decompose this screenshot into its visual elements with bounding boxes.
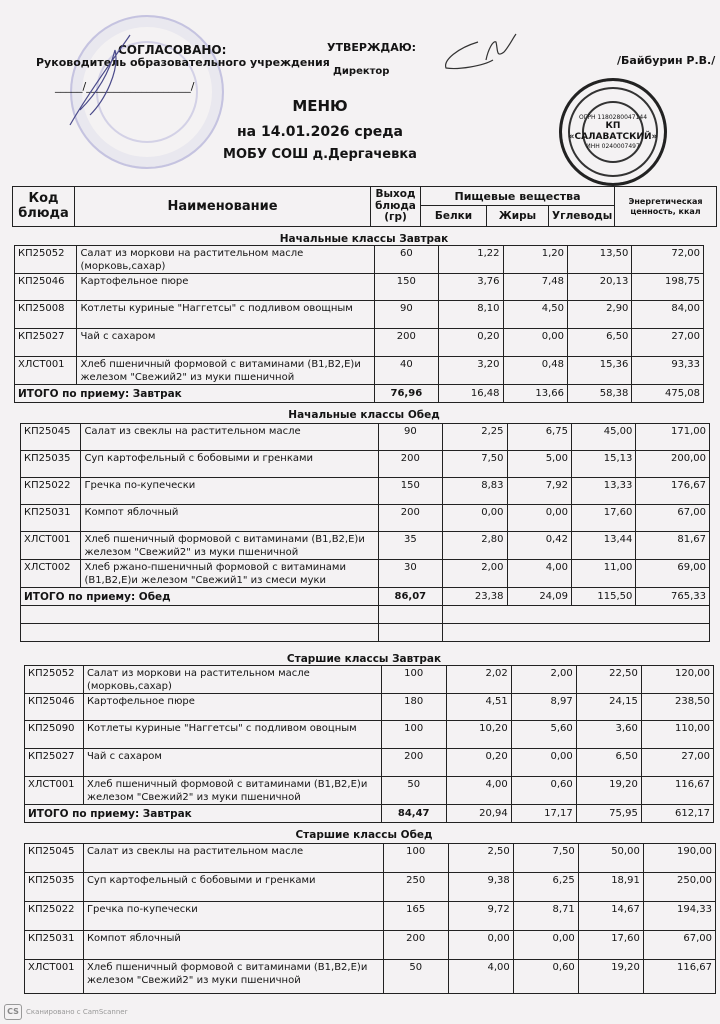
dish-protein: 3,76 <box>439 274 503 301</box>
dish-energy: 190,00 <box>643 844 715 873</box>
empty-row <box>21 606 710 624</box>
dish-carbs: 13,44 <box>571 532 635 560</box>
dish-name: Салат из свеклы на растительном масле <box>83 844 383 873</box>
section-table <box>14 245 704 403</box>
dish-protein: 2,02 <box>446 666 511 694</box>
dish-code: ХЛСТ002 <box>21 560 81 588</box>
dish-energy: 120,00 <box>641 666 713 694</box>
dish-yield: 180 <box>381 694 446 721</box>
stamp-inn: ИНН 0240007497 <box>586 142 640 150</box>
dish-code: КП25031 <box>25 931 84 960</box>
dish-carbs: 11,00 <box>571 560 635 588</box>
scanner-text: Сканировано с CamScanner <box>26 1008 128 1016</box>
dish-name: Гречка по-купечески <box>81 478 378 505</box>
dish-fat: 0,00 <box>507 505 571 532</box>
dish-protein: 0,00 <box>448 931 513 960</box>
table-row <box>15 329 704 357</box>
total-energy: 765,33 <box>636 588 710 606</box>
dish-fat: 7,50 <box>513 844 578 873</box>
dish-energy: 238,50 <box>641 694 713 721</box>
total-yield: 76,96 <box>374 385 438 403</box>
dish-fat: 5,00 <box>507 451 571 478</box>
dish-name: Салат из свеклы на растительном масле <box>81 424 378 451</box>
table-row <box>21 532 710 560</box>
company-stamp <box>559 78 667 186</box>
total-row <box>25 805 714 823</box>
dish-name: Хлеб пшеничный формовой с витаминами (В1,В2,Е)и железом "Свежий2" из муки пшеничной <box>81 532 378 560</box>
table-row <box>25 873 716 902</box>
dish-yield: 165 <box>383 902 448 931</box>
dish-energy: 27,00 <box>641 749 713 777</box>
agreed-signature <box>50 30 140 130</box>
dish-name: Компот яблочный <box>83 931 383 960</box>
dish-yield: 200 <box>383 931 448 960</box>
dish-carbs: 20,13 <box>567 274 631 301</box>
col-code: Код блюда <box>13 187 75 227</box>
dish-protein: 8,10 <box>439 301 503 329</box>
total-row <box>15 385 704 403</box>
dish-energy: 69,00 <box>636 560 710 588</box>
dish-yield: 200 <box>378 505 442 532</box>
dish-carbs: 15,13 <box>571 451 635 478</box>
dish-code: КП25045 <box>21 424 81 451</box>
dish-energy: 198,75 <box>632 274 704 301</box>
director-name: /Байбурин Р.В./ <box>617 54 716 67</box>
dish-energy: 116,67 <box>641 777 713 805</box>
total-carbs: 75,95 <box>576 805 641 823</box>
empty-cell <box>378 606 442 624</box>
table-row <box>15 357 704 385</box>
dish-protein: 2,25 <box>443 424 507 451</box>
dish-carbs: 6,50 <box>567 329 631 357</box>
dish-fat: 6,75 <box>507 424 571 451</box>
dish-protein: 10,20 <box>446 721 511 749</box>
table-row <box>21 478 710 505</box>
dish-code: КП25008 <box>15 301 77 329</box>
dish-fat: 1,20 <box>503 246 567 274</box>
table-row <box>25 902 716 931</box>
dish-fat: 0,00 <box>503 329 567 357</box>
dish-fat: 0,48 <box>503 357 567 385</box>
dish-name: Хлеб пшеничный формовой с витаминами (В1,В2,Е)и железом "Свежий2" из муки пшеничной <box>83 777 381 805</box>
dish-fat: 2,00 <box>511 666 576 694</box>
stamp-company: «САЛАВАТСКИЙ» <box>568 132 658 142</box>
section-table <box>20 423 710 642</box>
section-title: Начальные классы Завтрак <box>279 233 449 245</box>
dish-carbs: 17,60 <box>578 931 643 960</box>
dish-yield: 150 <box>378 478 442 505</box>
dish-yield: 150 <box>374 274 438 301</box>
menu-title: МЕНЮ <box>292 97 348 115</box>
total-fat: 17,17 <box>511 805 576 823</box>
dish-code: КП25052 <box>15 246 77 274</box>
dish-energy: 116,67 <box>643 960 715 994</box>
table-row <box>25 960 716 994</box>
dish-code: ХЛСТ001 <box>21 532 81 560</box>
section-title: Старшие классы Обед <box>295 829 433 841</box>
dish-carbs: 50,00 <box>578 844 643 873</box>
dish-carbs: 18,91 <box>578 873 643 902</box>
menu-table-header <box>12 186 717 227</box>
approve-label: УТВЕРЖДАЮ: <box>327 41 417 54</box>
total-yield: 84,47 <box>381 805 446 823</box>
section-title: Начальные классы Обед <box>288 409 440 421</box>
dish-name: Котлеты куриные "Наггетсы" с подливом овоцным <box>83 721 381 749</box>
dish-energy: 176,67 <box>636 478 710 505</box>
dish-fat: 8,97 <box>511 694 576 721</box>
dish-protein: 0,20 <box>439 329 503 357</box>
dish-yield: 50 <box>381 777 446 805</box>
col-nutrients: Пищевые вещества <box>421 187 615 206</box>
table-row <box>25 844 716 873</box>
dish-name: Суп картофельный с бобовыми и гренками <box>81 451 378 478</box>
dish-code: КП25022 <box>25 902 84 931</box>
dish-yield: 200 <box>374 329 438 357</box>
dish-yield: 250 <box>383 873 448 902</box>
dish-code: КП25035 <box>25 873 84 902</box>
dish-name: Компот яблочный <box>81 505 378 532</box>
dish-name: Хлеб ржано-пшеничный формовой с витаминами (В1,В2,Е)и железом "Свежий1" из смеси муки <box>81 560 378 588</box>
col-energy: Энергетическая ценность, ккал <box>615 187 717 227</box>
table-row <box>21 560 710 588</box>
dish-protein: 2,00 <box>443 560 507 588</box>
dish-energy: 93,33 <box>632 357 704 385</box>
dish-code: ХЛСТ001 <box>25 777 84 805</box>
dish-yield: 90 <box>378 424 442 451</box>
dish-code: ХЛСТ001 <box>25 960 84 994</box>
total-label: ИТОГО по приему: Обед <box>21 588 379 606</box>
dish-name: Хлеб пшеничный формовой с витаминами (В1,В2,Е)и железом "Свежий2" из муки пшеничной <box>83 960 383 994</box>
dish-protein: 1,22 <box>439 246 503 274</box>
dish-carbs: 3,60 <box>576 721 641 749</box>
dish-name: Салат из моркови на растительном масле (морковь,сахар) <box>83 666 381 694</box>
dish-yield: 60 <box>374 246 438 274</box>
dish-energy: 250,00 <box>643 873 715 902</box>
dish-fat: 0,00 <box>513 931 578 960</box>
dish-fat: 0,60 <box>511 777 576 805</box>
dish-energy: 84,00 <box>632 301 704 329</box>
total-yield: 86,07 <box>378 588 442 606</box>
approve-role: Директор <box>333 66 390 77</box>
table-row <box>25 694 714 721</box>
col-yield: Выход блюда (гр) <box>371 187 421 227</box>
dish-carbs: 14,67 <box>578 902 643 931</box>
dish-protein: 2,50 <box>448 844 513 873</box>
dish-carbs: 24,15 <box>576 694 641 721</box>
total-protein: 23,38 <box>443 588 507 606</box>
dish-yield: 40 <box>374 357 438 385</box>
dish-code: КП25052 <box>25 666 84 694</box>
total-carbs: 115,50 <box>571 588 635 606</box>
dish-code: КП25035 <box>21 451 81 478</box>
dish-fat: 5,60 <box>511 721 576 749</box>
section-table <box>24 665 714 823</box>
table-row <box>25 777 714 805</box>
table-row <box>15 274 704 301</box>
table-row <box>25 666 714 694</box>
dish-energy: 200,00 <box>636 451 710 478</box>
agreed-label: СОГЛАСОВАНО: <box>118 43 227 57</box>
camscanner-icon: CS <box>4 1004 22 1020</box>
dish-protein: 3,20 <box>439 357 503 385</box>
dish-protein: 2,80 <box>443 532 507 560</box>
total-row <box>21 588 710 606</box>
table-row <box>21 451 710 478</box>
col-protein: Белки <box>421 206 487 227</box>
total-label: ИТОГО по приему: Завтрак <box>15 385 375 403</box>
dish-protein: 0,20 <box>446 749 511 777</box>
agreed-signature-line: _____/___________________/ <box>55 80 195 93</box>
dish-energy: 67,00 <box>636 505 710 532</box>
col-carbs: Углеводы <box>549 206 615 227</box>
dish-fat: 4,50 <box>503 301 567 329</box>
dish-name: Суп картофельный с бобовыми и гренками <box>83 873 383 902</box>
scanner-footer <box>4 1004 127 1020</box>
dish-code: ХЛСТ001 <box>15 357 77 385</box>
empty-cell <box>443 606 710 624</box>
dish-name: Картофельное пюре <box>77 274 374 301</box>
dish-energy: 27,00 <box>632 329 704 357</box>
dish-protein: 9,72 <box>448 902 513 931</box>
dish-carbs: 13,50 <box>567 246 631 274</box>
section-table <box>24 843 716 994</box>
dish-carbs: 13,33 <box>571 478 635 505</box>
dish-yield: 100 <box>381 666 446 694</box>
dish-code: КП25045 <box>25 844 84 873</box>
dish-protein: 4,00 <box>448 960 513 994</box>
agreed-role: Руководитель образовательного учреждения <box>36 56 330 69</box>
dish-yield: 30 <box>378 560 442 588</box>
dish-name: Гречка по-купечески <box>83 902 383 931</box>
dish-carbs: 19,20 <box>578 960 643 994</box>
empty-cell <box>378 624 442 642</box>
col-name: Наименование <box>75 187 371 227</box>
dish-fat: 7,92 <box>507 478 571 505</box>
dish-carbs: 6,50 <box>576 749 641 777</box>
dish-yield: 200 <box>381 749 446 777</box>
dish-code: КП25090 <box>25 721 84 749</box>
school-name: МОБУ СОШ д.Дергачевка <box>223 147 417 162</box>
dish-carbs: 2,90 <box>567 301 631 329</box>
dish-energy: 67,00 <box>643 931 715 960</box>
total-carbs: 58,38 <box>567 385 631 403</box>
dish-fat: 0,00 <box>511 749 576 777</box>
dish-protein: 9,38 <box>448 873 513 902</box>
dish-carbs: 15,36 <box>567 357 631 385</box>
dish-yield: 100 <box>383 844 448 873</box>
total-label: ИТОГО по приему: Завтрак <box>25 805 382 823</box>
dish-name: Хлеб пшеничный формовой с витаминами (В1,В2,Е)и железом "Свежий2" из муки пшеничной <box>77 357 374 385</box>
total-energy: 612,17 <box>641 805 713 823</box>
dish-carbs: 22,50 <box>576 666 641 694</box>
dish-fat: 8,71 <box>513 902 578 931</box>
table-row <box>15 246 704 274</box>
dish-energy: 72,00 <box>632 246 704 274</box>
dish-yield: 100 <box>381 721 446 749</box>
menu-date: на 14.01.2026 среда <box>236 124 403 140</box>
dish-yield: 35 <box>378 532 442 560</box>
dish-fat: 6,25 <box>513 873 578 902</box>
dish-carbs: 45,00 <box>571 424 635 451</box>
dish-name: Чай с сахаром <box>77 329 374 357</box>
dish-protein: 7,50 <box>443 451 507 478</box>
dish-protein: 0,00 <box>443 505 507 532</box>
dish-protein: 8,83 <box>443 478 507 505</box>
dish-fat: 0,42 <box>507 532 571 560</box>
dish-fat: 4,00 <box>507 560 571 588</box>
dish-protein: 4,51 <box>446 694 511 721</box>
dish-code: КП25027 <box>15 329 77 357</box>
total-protein: 20,94 <box>446 805 511 823</box>
total-energy: 475,08 <box>632 385 704 403</box>
col-fat: Жиры <box>487 206 549 227</box>
table-row <box>21 424 710 451</box>
dish-fat: 7,48 <box>503 274 567 301</box>
dish-code: КП25031 <box>21 505 81 532</box>
dish-code: КП25046 <box>25 694 84 721</box>
dish-carbs: 19,20 <box>576 777 641 805</box>
dish-energy: 171,00 <box>636 424 710 451</box>
dish-yield: 200 <box>378 451 442 478</box>
section-title: Старшие классы Завтрак <box>286 653 442 665</box>
table-row <box>25 749 714 777</box>
dish-code: КП25022 <box>21 478 81 505</box>
empty-cell <box>443 624 710 642</box>
table-row <box>25 721 714 749</box>
dish-name: Салат из моркови на растительном масле (морковь,сахар) <box>77 246 374 274</box>
dish-name: Чай с сахаром <box>83 749 381 777</box>
empty-row <box>21 624 710 642</box>
table-row <box>21 505 710 532</box>
dish-code: КП25027 <box>25 749 84 777</box>
empty-cell <box>21 606 379 624</box>
dish-name: Картофельное пюре <box>83 694 381 721</box>
empty-cell <box>21 624 379 642</box>
dish-name: Котлеты куриные "Наггетсы" с подливом овощным <box>77 301 374 329</box>
dish-carbs: 17,60 <box>571 505 635 532</box>
dish-energy: 194,33 <box>643 902 715 931</box>
total-fat: 13,66 <box>503 385 567 403</box>
dish-code: КП25046 <box>15 274 77 301</box>
stamp-kp: КП <box>605 121 621 132</box>
dish-protein: 4,00 <box>446 777 511 805</box>
stamp-ogrn: ОГРН 1180280047144 <box>578 114 648 122</box>
dish-energy: 81,67 <box>636 532 710 560</box>
dish-yield: 90 <box>374 301 438 329</box>
director-signature <box>438 30 528 75</box>
dish-yield: 50 <box>383 960 448 994</box>
dish-energy: 110,00 <box>641 721 713 749</box>
total-protein: 16,48 <box>439 385 503 403</box>
total-fat: 24,09 <box>507 588 571 606</box>
dish-fat: 0,60 <box>513 960 578 994</box>
table-row <box>25 931 716 960</box>
table-row <box>15 301 704 329</box>
